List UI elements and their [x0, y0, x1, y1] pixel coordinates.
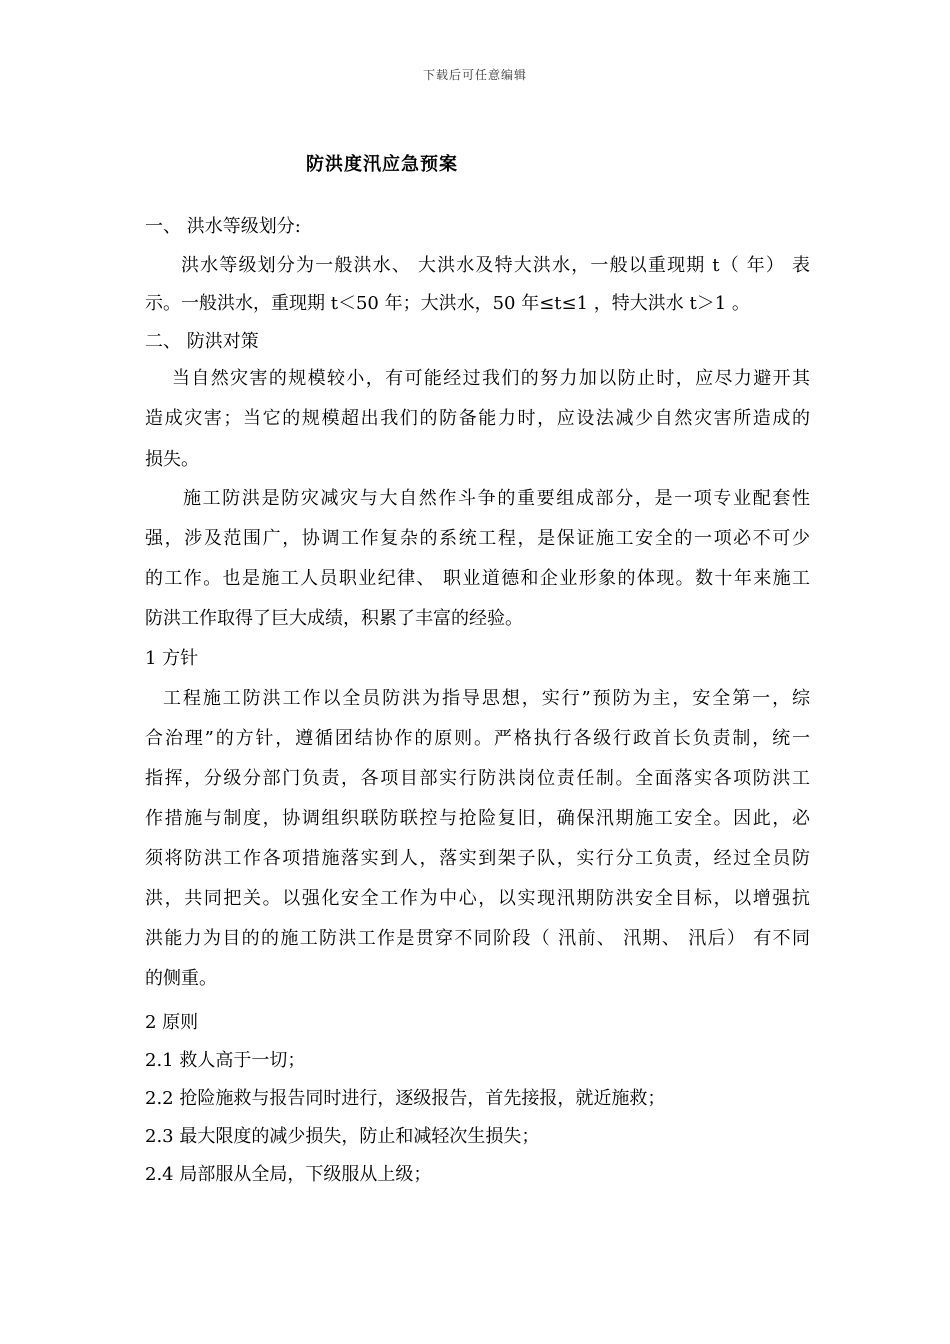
text-line: 须将防洪工作各项措施落实到人，落实到架子队，实行分工负责，经过全员防 [145, 848, 810, 869]
text-line: 施工防洪是防灾减灾与大自然作斗争的重要组成部分，是一项专业配套性 [183, 488, 810, 509]
text-line: 2.2 抢险施救与报告同时进行，逐级报告，首先接报，就近施救； [145, 1088, 666, 1109]
text-line: 2.4 局部服从全局，下级服从上级； [145, 1164, 432, 1185]
document-title: 防洪度汛应急预案 [306, 154, 458, 175]
text-line: 二、 防洪对策 [145, 331, 259, 352]
text-line: 示。一般洪水，重现期 t＜50 年；大洪水，50 年≤t≤1 ，特大洪水 t＞1 。 [145, 293, 750, 314]
text-line: 当自然灾害的规模较小，有可能经过我们的努力加以防止时，应尽力避开其 [172, 368, 810, 389]
text-line: 洪能力为目的的施工防洪工作是贯穿不同阶段（ 汛前、 汛期、 汛后） 有不同 [145, 928, 810, 949]
text-line: 合治理”的方针，遵循团结协作的原则。严格执行各级行政首长负责制，统一 [145, 728, 810, 749]
text-line: 强，涉及范围广，协调工作复杂的系统工程，是保证施工安全的一项必不可少 [145, 528, 810, 549]
text-line: 一、 洪水等级划分: [145, 216, 301, 237]
text-line: 2 原则 [145, 1012, 199, 1033]
header-note: 下载后可任意编辑 [422, 68, 527, 82]
text-line: 损失。 [145, 449, 199, 470]
text-line: 的侧重。 [145, 968, 217, 989]
text-line: 的工作。也是施工人员职业纪律、 职业道德和企业形象的体现。数十年来施工 [145, 568, 810, 589]
text-line: 1 方针 [145, 648, 199, 669]
text-line: 洪，共同把关。以强化安全工作为中心，以实现汛期防洪安全目标，以增强抗 [145, 888, 810, 909]
text-line: 洪水等级划分为一般洪水、 大洪水及特大洪水，一般以重现期 t（ 年） 表 [181, 255, 810, 276]
text-line: 2.1 救人高于一切； [145, 1050, 306, 1071]
text-line: 2.3 最大限度的减少损失，防止和减轻次生损失； [145, 1126, 540, 1147]
text-line: 作措施与制度，协调组织联防联控与抢险复旧，确保汛期施工安全。因此，必 [145, 808, 810, 829]
text-line: 造成灾害；当它的规模超出我们的防备能力时，应设法减少自然灾害所造成的 [145, 408, 810, 429]
text-line: 指挥，分级分部门负责，各项目部实行防洪岗位责任制。全面落实各项防洪工 [145, 768, 810, 789]
text-line: 防洪工作取得了巨大成绩，积累了丰富的经验。 [145, 608, 523, 629]
text-line: 工程施工防洪工作以全员防洪为指导思想，实行”预防为主，安全第一，综 [163, 688, 810, 709]
